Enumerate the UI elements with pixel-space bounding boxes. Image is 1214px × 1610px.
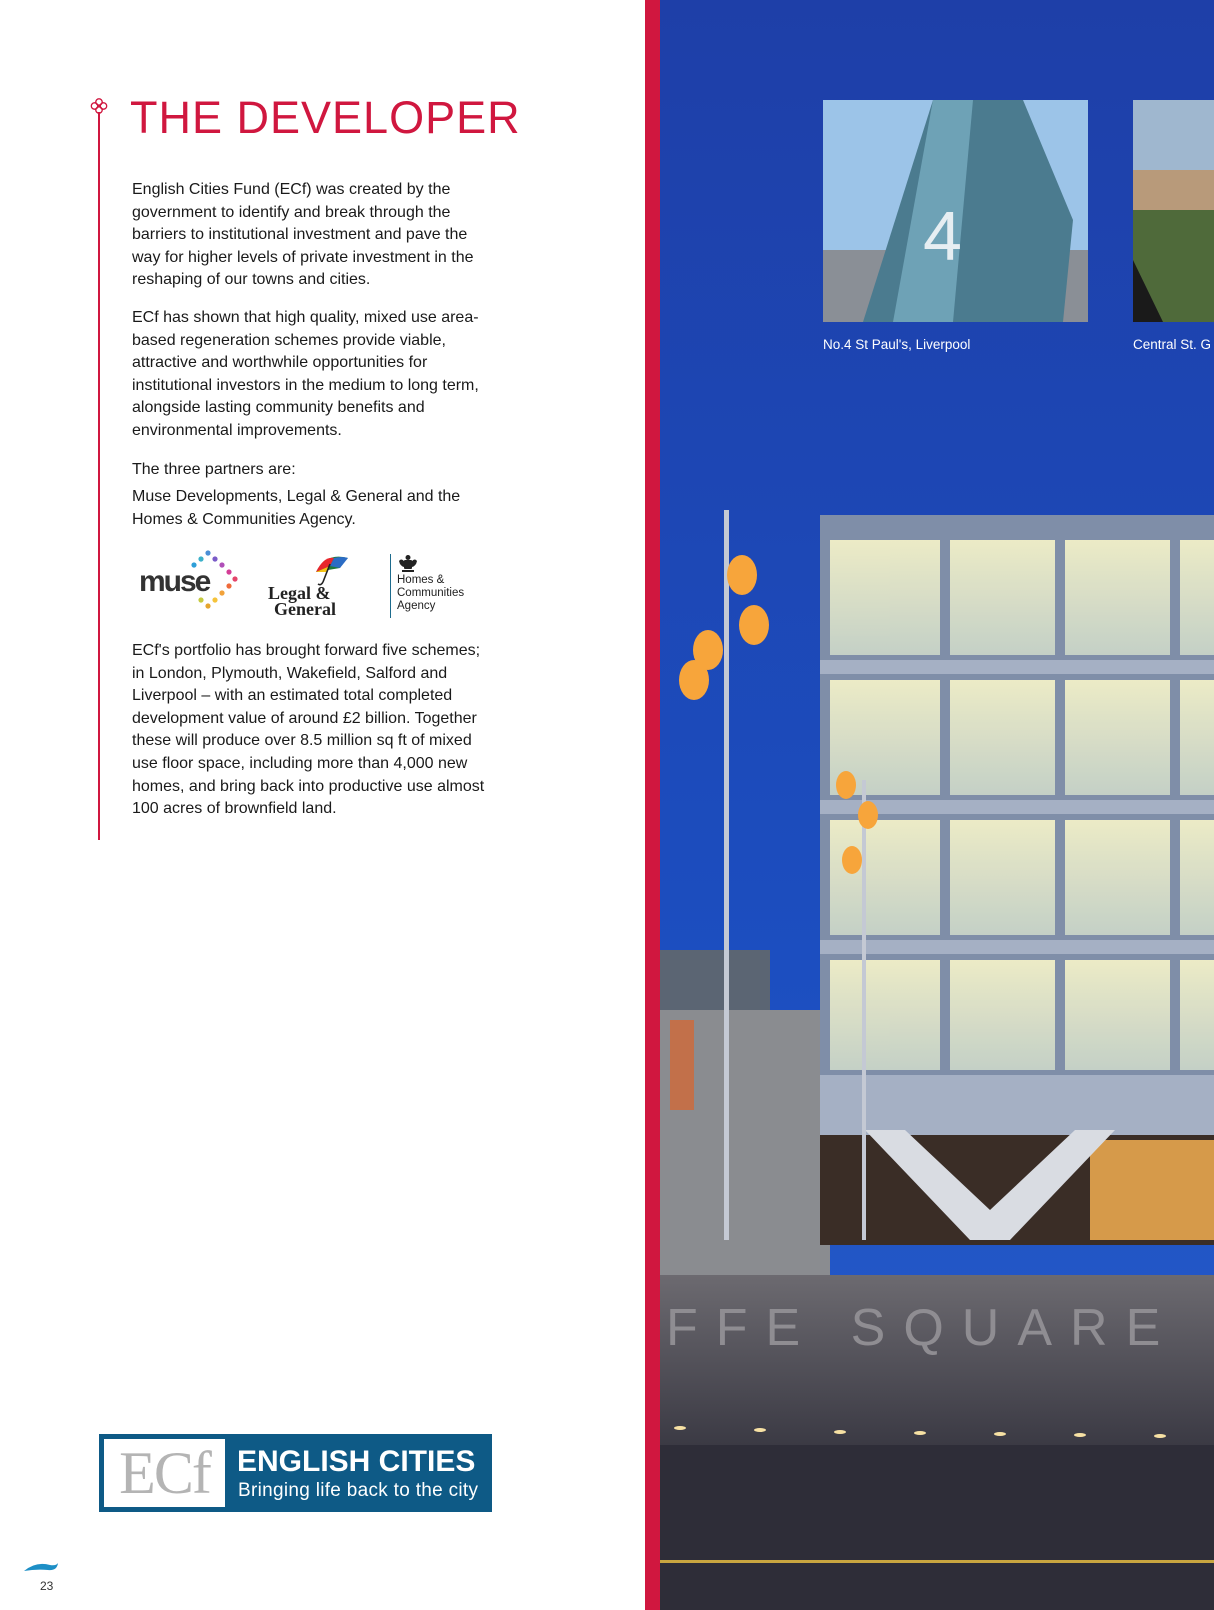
- partners-list: Muse Developments, Legal & General and the Homes & Communities Agency.: [132, 488, 461, 528]
- hca-line2: Communities: [397, 587, 465, 599]
- muse-logo: [136, 548, 248, 620]
- caption-thumb-1: No.4 St Paul's, Liverpool: [823, 337, 971, 352]
- thumbnail-central-st-g: [1133, 100, 1214, 322]
- hca-logo: [390, 554, 477, 618]
- royal-crest-icon: [397, 554, 419, 574]
- muse-wordmark: muse: [139, 565, 210, 598]
- ecf-tagline: Bringing life back to the city: [238, 1480, 479, 1501]
- page-divider-strip: [645, 0, 660, 1610]
- ecf-logo: [99, 1434, 492, 1512]
- hca-line3: Agency: [397, 600, 436, 612]
- legal-general-logo: [268, 552, 360, 618]
- number-four-graphic: 4: [923, 197, 962, 275]
- hca-line1: Homes &: [397, 574, 445, 586]
- legal-general-line2: General: [274, 599, 336, 619]
- accent-rule: [98, 112, 100, 840]
- intro-paragraph: English Cities Fund (ECf) was created by the government to identify and break through the barriers to institutional investment and pave the way for higher levels of private investment in the reshaping of our towns and cities.: [132, 181, 474, 289]
- portfolio-paragraph: ECf's portfolio has brought forward five schemes; in London, Plymouth, Wakefield, Salford and Liverpool – with an estimated total completed development value of around £2 billion. Together these will produce over 8.5 million sq ft of mixed use floor space, including more than 4,000 new homes, and bring back into productive use almost 100 acres of brownfield land.: [132, 642, 485, 818]
- page-title: THE DEVELOPER: [130, 92, 521, 143]
- thumbnail-no4-st-pauls: [823, 100, 1088, 322]
- ecf-mark: ECf: [119, 1440, 210, 1506]
- partner-logos: [136, 548, 476, 620]
- partners-heading: The three partners are:: [132, 461, 296, 478]
- wave-icon: [22, 1559, 60, 1575]
- legal-general-line1: Legal &: [268, 583, 331, 603]
- photo-sign-text: FFE SQUARE: [666, 1299, 1179, 1357]
- caption-thumb-2: Central St. G: [1133, 337, 1212, 352]
- page-number: 23: [40, 1579, 54, 1593]
- ecf-name: ENGLISH CITIES: [237, 1445, 476, 1478]
- benefits-paragraph: ECf has shown that high quality, mixed use area-based regeneration schemes provide viable, attractive and worthwhile opportunities for institutional investors in the medium to long term, alongside lasting community benefits and environmental improvements.: [132, 309, 479, 439]
